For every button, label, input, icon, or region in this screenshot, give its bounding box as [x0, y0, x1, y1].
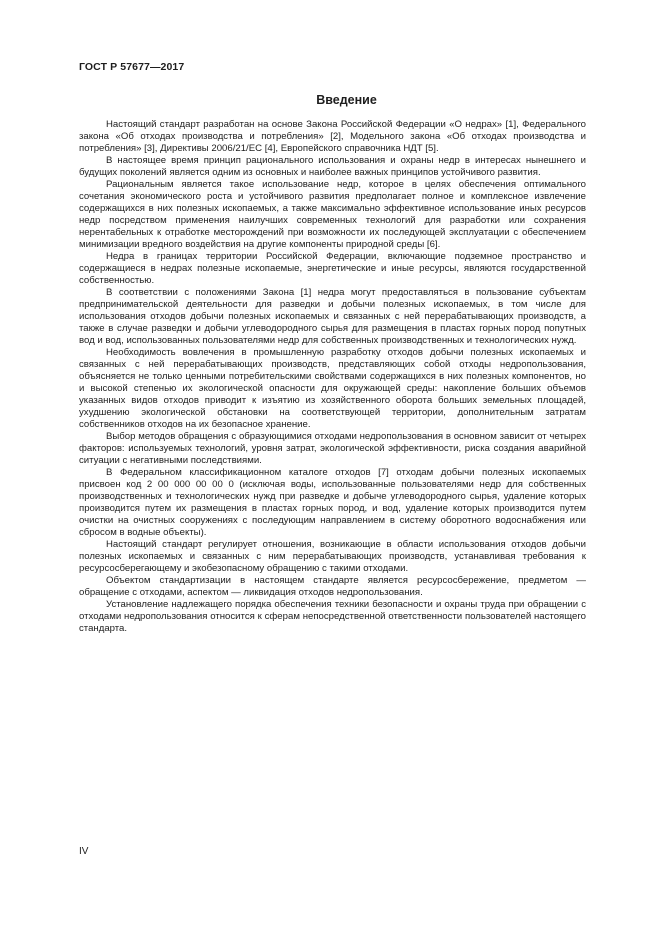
- paragraph: Необходимость вовлечения в промышленную разработку отходов добычи полезных ископаемых и связанных с ней перерабатывающих производств, представляющих собой отходы недропользования, объясняется не только ценными потребительскими свойствами содержащихся в них полезных компонентов, но и высокой степенью их экологической опасности для окружающей среды: накопление больших объемов указанных видов отходов приводит к изъятию из хозяйственного оборота больших земельных площадей, ухудшению экологической обстановки на соответствующей территории, дополнительным затратам собственников отходов на их безопасное хранение.: [79, 347, 586, 430]
- paragraph: Выбор методов обращения с образующимися отходами недропользования в основном зависит от четырех факторов: используемых технологий, уровня затрат, экологической эффективности, риска создания аварийной ситуации с негативными последствиями.: [79, 431, 586, 466]
- document-body: [79, 119, 586, 635]
- paragraph: В соответствии с положениями Закона [1] недра могут предоставляться в пользование субъектам предпринимательской деятельности для разведки и добычи полезных ископаемых, в том числе для использования отходов добычи полезных ископаемых и связанных с ней перерабатывающих производств, а также в случае разведки и добычи углеводородного сырья для размещения в пластах горных пород попутных вод и вод, использованных пользователями недр для собственных производственных и технологических нужд.: [79, 287, 586, 346]
- paragraph: Настоящий стандарт разработан на основе Закона Российской Федерации «О недрах» [1], Федерального закона «Об отходах производства и потребления» [2], Модельного закона «Об отходах производства и потребления» [3], Директивы 2006/21/EC [4], Европейского справочника НДТ [5].: [79, 119, 586, 154]
- standard-code-header: ГОСТ Р 57677—2017: [79, 61, 185, 73]
- paragraph: Объектом стандартизации в настоящем стандарте является ресурсосбережение, предметом — обращение с отходами, аспектом — ликвидация отходов недропользования.: [79, 575, 586, 598]
- section-title: Введение: [316, 93, 377, 107]
- paragraph: Установление надлежащего порядка обеспечения техники безопасности и охраны труда при обращении с отходами недропользования относится к сферам непосредственной ответственности пользователей настоящего стандарта.: [79, 599, 586, 634]
- paragraph: Настоящий стандарт регулирует отношения, возникающие в области использования отходов добычи полезных ископаемых и связанных с ним перерабатывающих производств, устанавливая требования к ресурсосберегающему и экобезопасному обращению с такими отходами.: [79, 539, 586, 574]
- paragraph: В настоящее время принцип рационального использования и охраны недр в интересах нынешнего и будущих поколений является одним из основных и наиболее важных принципов устойчивого развития.: [79, 155, 586, 178]
- paragraph: В Федеральном классификационном каталоге отходов [7] отходам добычи полезных ископаемых присвоен код 2 00 000 00 00 0 (исключая воды, использованные пользователями недр для собственных производственных и технологических нужд при разведке и добыче углеводородного сырья, удаление которых производится путем их размещения в пластах горных пород, и вод, удаление которых производится путем очистки на очистных сооружениях с последующим направлением в систему оборотного водоснабжения или сбросом в водные объекты).: [79, 467, 586, 538]
- paragraph: Рациональным является такое использование недр, которое в целях обеспечения оптимального сочетания экономического роста и устойчивого развития предполагает полное и комплексное извлечение содержащихся в них полезных ископаемых, а также максимально эффективное использование иных ресурсов недр посредством применения наилучших современных технологий для разработки или сохранения нерентабельных к отработке месторождений при возможности их последующей эксплуатации с обеспечением минимизации вредного воздействия на другие компоненты природной среды [6].: [79, 179, 586, 250]
- paragraph: Недра в границах территории Российской Федерации, включающие подземное пространство и содержащиеся в недрах полезные ископаемые, энергетические и иные ресурсы, являются государственной собственностью.: [79, 251, 586, 286]
- page-number: IV: [79, 846, 89, 857]
